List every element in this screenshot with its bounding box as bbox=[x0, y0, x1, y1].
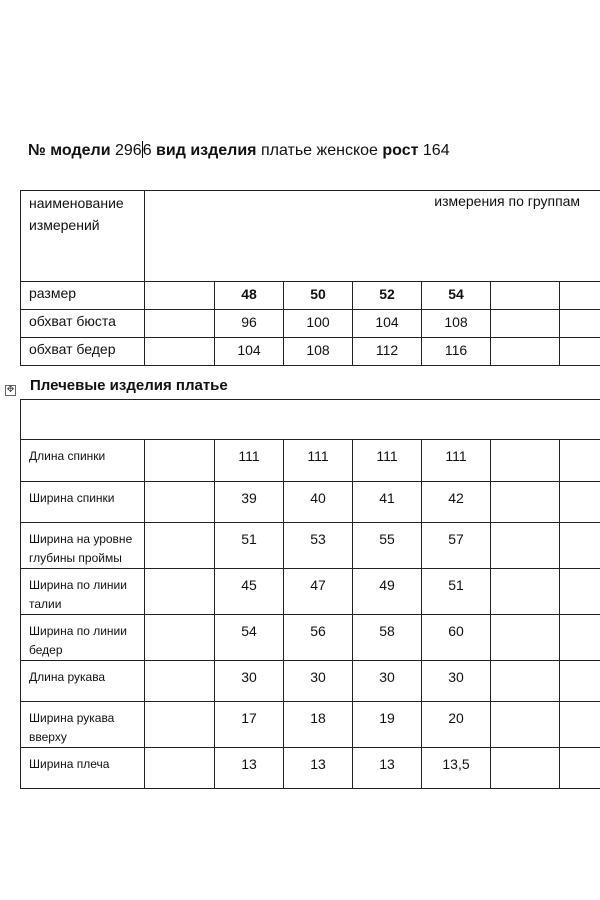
value-cell: 111 bbox=[215, 440, 284, 482]
empty-cell bbox=[145, 702, 215, 748]
value-cell: 13 bbox=[353, 748, 422, 789]
row-label: Длина рукава bbox=[21, 661, 145, 702]
table-row bbox=[21, 615, 600, 661]
value-cell: 39 bbox=[215, 482, 284, 523]
value-cell: 19 bbox=[353, 702, 422, 748]
value-cell: 42 bbox=[422, 482, 491, 523]
name-header: наименование измерений bbox=[21, 191, 145, 282]
empty-cell bbox=[145, 482, 215, 523]
height-label: рост bbox=[382, 142, 419, 159]
empty-cell bbox=[145, 440, 215, 482]
value-cell: 30 bbox=[422, 661, 491, 702]
empty-cell bbox=[145, 661, 215, 702]
empty-cell bbox=[491, 310, 560, 338]
section-title: Плечевые изделия платье bbox=[30, 377, 228, 394]
empty-cell bbox=[491, 702, 560, 748]
value-cell: 108 bbox=[422, 310, 491, 338]
value-cell: 54 bbox=[422, 282, 491, 310]
table-header-row bbox=[21, 191, 600, 282]
empty-cell bbox=[560, 702, 600, 748]
value-cell: 104 bbox=[215, 338, 284, 366]
empty-header-cell bbox=[21, 400, 600, 440]
value-cell: 48 bbox=[215, 282, 284, 310]
empty-cell bbox=[491, 282, 560, 310]
item-label: вид изделия bbox=[156, 142, 257, 159]
value-cell: 60 bbox=[422, 615, 491, 661]
value-cell: 17 bbox=[215, 702, 284, 748]
value-cell: 53 bbox=[284, 523, 353, 569]
height-value: 164 bbox=[422, 142, 450, 159]
row-label: обхват бюста bbox=[21, 310, 145, 338]
value-cell: 96 bbox=[215, 310, 284, 338]
model-label: № модели bbox=[28, 142, 111, 159]
value-cell: 20 bbox=[422, 702, 491, 748]
value-cell: 108 bbox=[284, 338, 353, 366]
empty-cell bbox=[491, 615, 560, 661]
table-row bbox=[21, 310, 600, 338]
value-cell: 41 bbox=[353, 482, 422, 523]
empty-cell bbox=[560, 282, 600, 310]
item-value: платье женское bbox=[260, 142, 378, 159]
value-cell: 49 bbox=[353, 569, 422, 615]
group-header: измерения по группам bbox=[145, 191, 600, 282]
value-cell: 111 bbox=[353, 440, 422, 482]
value-cell: 100 bbox=[284, 310, 353, 338]
value-cell: 18 bbox=[284, 702, 353, 748]
value-cell: 40 bbox=[284, 482, 353, 523]
row-label: размер bbox=[21, 282, 145, 310]
value-cell: 52 bbox=[353, 282, 422, 310]
empty-cell bbox=[560, 440, 600, 482]
table-row bbox=[21, 748, 600, 789]
value-cell: 104 bbox=[353, 310, 422, 338]
value-cell: 57 bbox=[422, 523, 491, 569]
row-label: обхват бедер bbox=[21, 338, 145, 366]
measurements-table bbox=[20, 399, 600, 789]
empty-cell bbox=[145, 523, 215, 569]
row-label: Ширина плеча bbox=[21, 748, 145, 789]
empty-cell bbox=[145, 748, 215, 789]
table-row bbox=[21, 702, 600, 748]
row-label: Ширина по линии талии bbox=[21, 569, 145, 615]
table-row bbox=[21, 482, 600, 523]
empty-cell bbox=[560, 338, 600, 366]
size-table bbox=[20, 190, 600, 366]
value-cell: 56 bbox=[284, 615, 353, 661]
table-row bbox=[21, 440, 600, 482]
row-label: Ширина на уровне глубины проймы bbox=[21, 523, 145, 569]
empty-cell bbox=[491, 748, 560, 789]
value-cell: 30 bbox=[215, 661, 284, 702]
empty-cell bbox=[560, 661, 600, 702]
value-cell: 51 bbox=[422, 569, 491, 615]
empty-cell bbox=[491, 569, 560, 615]
empty-cell bbox=[145, 310, 215, 338]
empty-cell bbox=[145, 338, 215, 366]
empty-cell bbox=[560, 310, 600, 338]
empty-cell bbox=[145, 615, 215, 661]
table-row bbox=[21, 661, 600, 702]
empty-cell bbox=[491, 440, 560, 482]
value-cell: 50 bbox=[284, 282, 353, 310]
value-cell: 58 bbox=[353, 615, 422, 661]
value-cell: 47 bbox=[284, 569, 353, 615]
row-label: Ширина рукава вверху bbox=[21, 702, 145, 748]
empty-cell bbox=[560, 748, 600, 789]
move-handle-icon[interactable]: ✥ bbox=[6, 385, 15, 395]
table-header-row bbox=[21, 400, 600, 440]
empty-cell bbox=[145, 282, 215, 310]
value-cell: 55 bbox=[353, 523, 422, 569]
value-cell: 30 bbox=[284, 661, 353, 702]
value-cell: 45 bbox=[215, 569, 284, 615]
document-title bbox=[28, 141, 450, 160]
value-cell: 13 bbox=[215, 748, 284, 789]
model-value: 2966 bbox=[114, 142, 152, 159]
row-label: Длина спинки bbox=[21, 440, 145, 482]
empty-cell bbox=[491, 482, 560, 523]
row-label: Ширина по линии бедер bbox=[21, 615, 145, 661]
value-cell: 13,5 bbox=[422, 748, 491, 789]
value-cell: 112 bbox=[353, 338, 422, 366]
empty-cell bbox=[145, 569, 215, 615]
table-row bbox=[21, 523, 600, 569]
empty-cell bbox=[560, 569, 600, 615]
empty-cell bbox=[560, 523, 600, 569]
value-cell: 13 bbox=[284, 748, 353, 789]
empty-cell bbox=[491, 338, 560, 366]
empty-cell bbox=[560, 615, 600, 661]
empty-cell bbox=[491, 661, 560, 702]
table-row bbox=[21, 282, 600, 310]
value-cell: 111 bbox=[284, 440, 353, 482]
empty-cell bbox=[560, 482, 600, 523]
value-cell: 54 bbox=[215, 615, 284, 661]
value-cell: 30 bbox=[353, 661, 422, 702]
empty-cell bbox=[491, 523, 560, 569]
value-cell: 111 bbox=[422, 440, 491, 482]
value-cell: 51 bbox=[215, 523, 284, 569]
value-cell: 116 bbox=[422, 338, 491, 366]
table-row bbox=[21, 569, 600, 615]
table-row bbox=[21, 338, 600, 366]
row-label: Ширина спинки bbox=[21, 482, 145, 523]
